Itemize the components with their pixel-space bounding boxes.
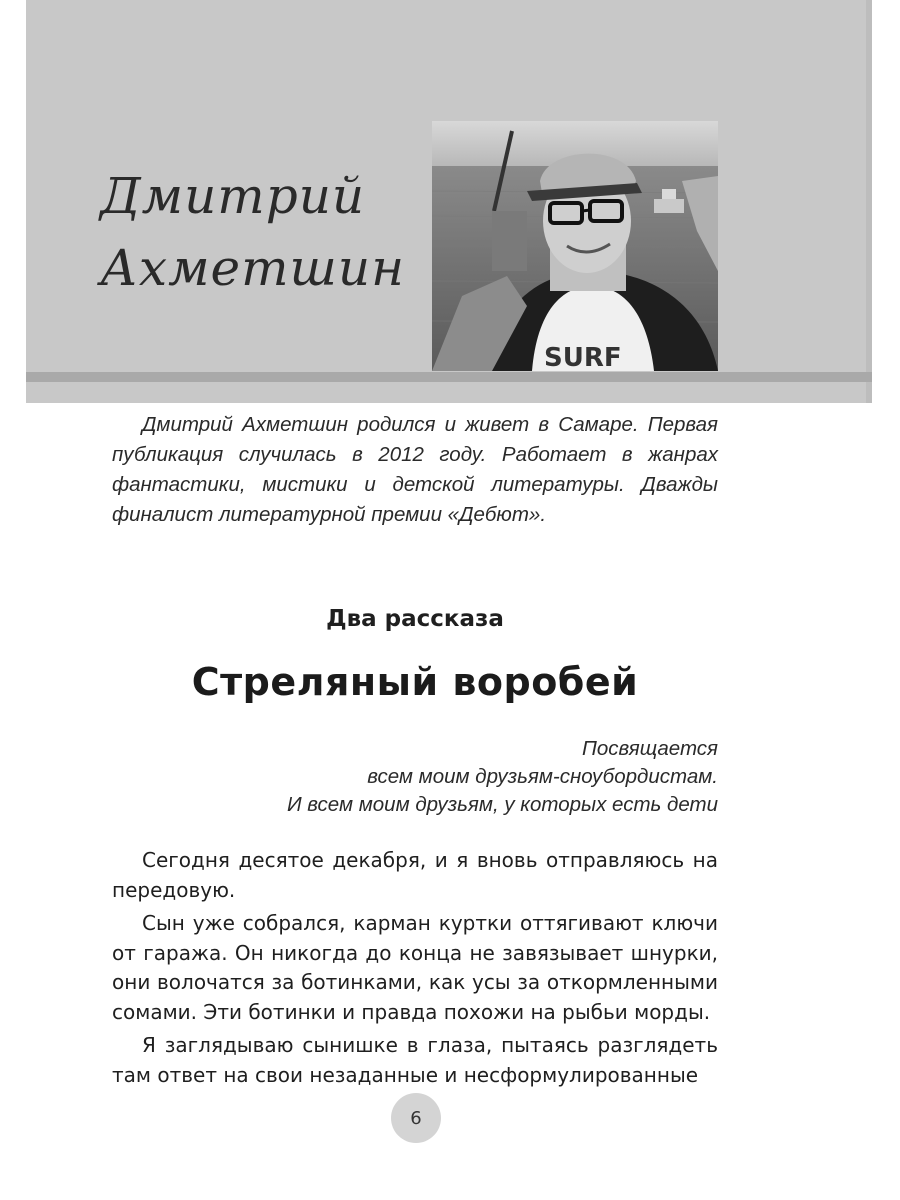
paragraph-2: Сын уже собрался, карман куртки оттягивают ключи от гаража. Он никогда до конца не завязывает шнурки, они волочатся за ботинками, как усы за откормленными сомами. Эти ботинки и правда похожи на рыбьи морды. [112, 911, 718, 1024]
epigraph-line-1: Посвящается [581, 737, 718, 760]
author-first-name: Дмитрий [100, 167, 366, 225]
paragraph-3: Я заглядываю сынишке в глаза, пытаясь разглядеть там ответ на свои незаданные и несформулированные [112, 1033, 718, 1087]
section-title: Два рассказа [326, 606, 504, 632]
header-band-edge [866, 0, 872, 403]
paragraph-1: Сегодня десятое декабря, и я вновь отправляюсь на передовую. [112, 848, 718, 902]
photo-shirt-text: SURF [544, 343, 622, 371]
author-photo-image [432, 121, 718, 371]
author-last-name: Ахметшин [100, 239, 406, 297]
story-title: Стреляный воробей [191, 660, 639, 704]
epigraph-line-3: И всем моим друзьям, у которых есть дети [286, 793, 718, 816]
story-body [112, 846, 718, 1094]
header-divider [26, 372, 872, 382]
author-photo [432, 121, 718, 371]
author-bio: Дмитрий Ахметшин родился и живет в Самаре. Первая публикация случилась в 2012 году. Работает в жанрах фантастики, мистики и детской литературы. Дважды финалист литературной премии «Дебют». [112, 413, 718, 526]
epigraph-line-2: всем моим друзьям-сноубордистам. [367, 765, 718, 788]
author-name [100, 160, 420, 304]
epigraph [200, 735, 718, 819]
page-number: 6 [391, 1093, 441, 1143]
